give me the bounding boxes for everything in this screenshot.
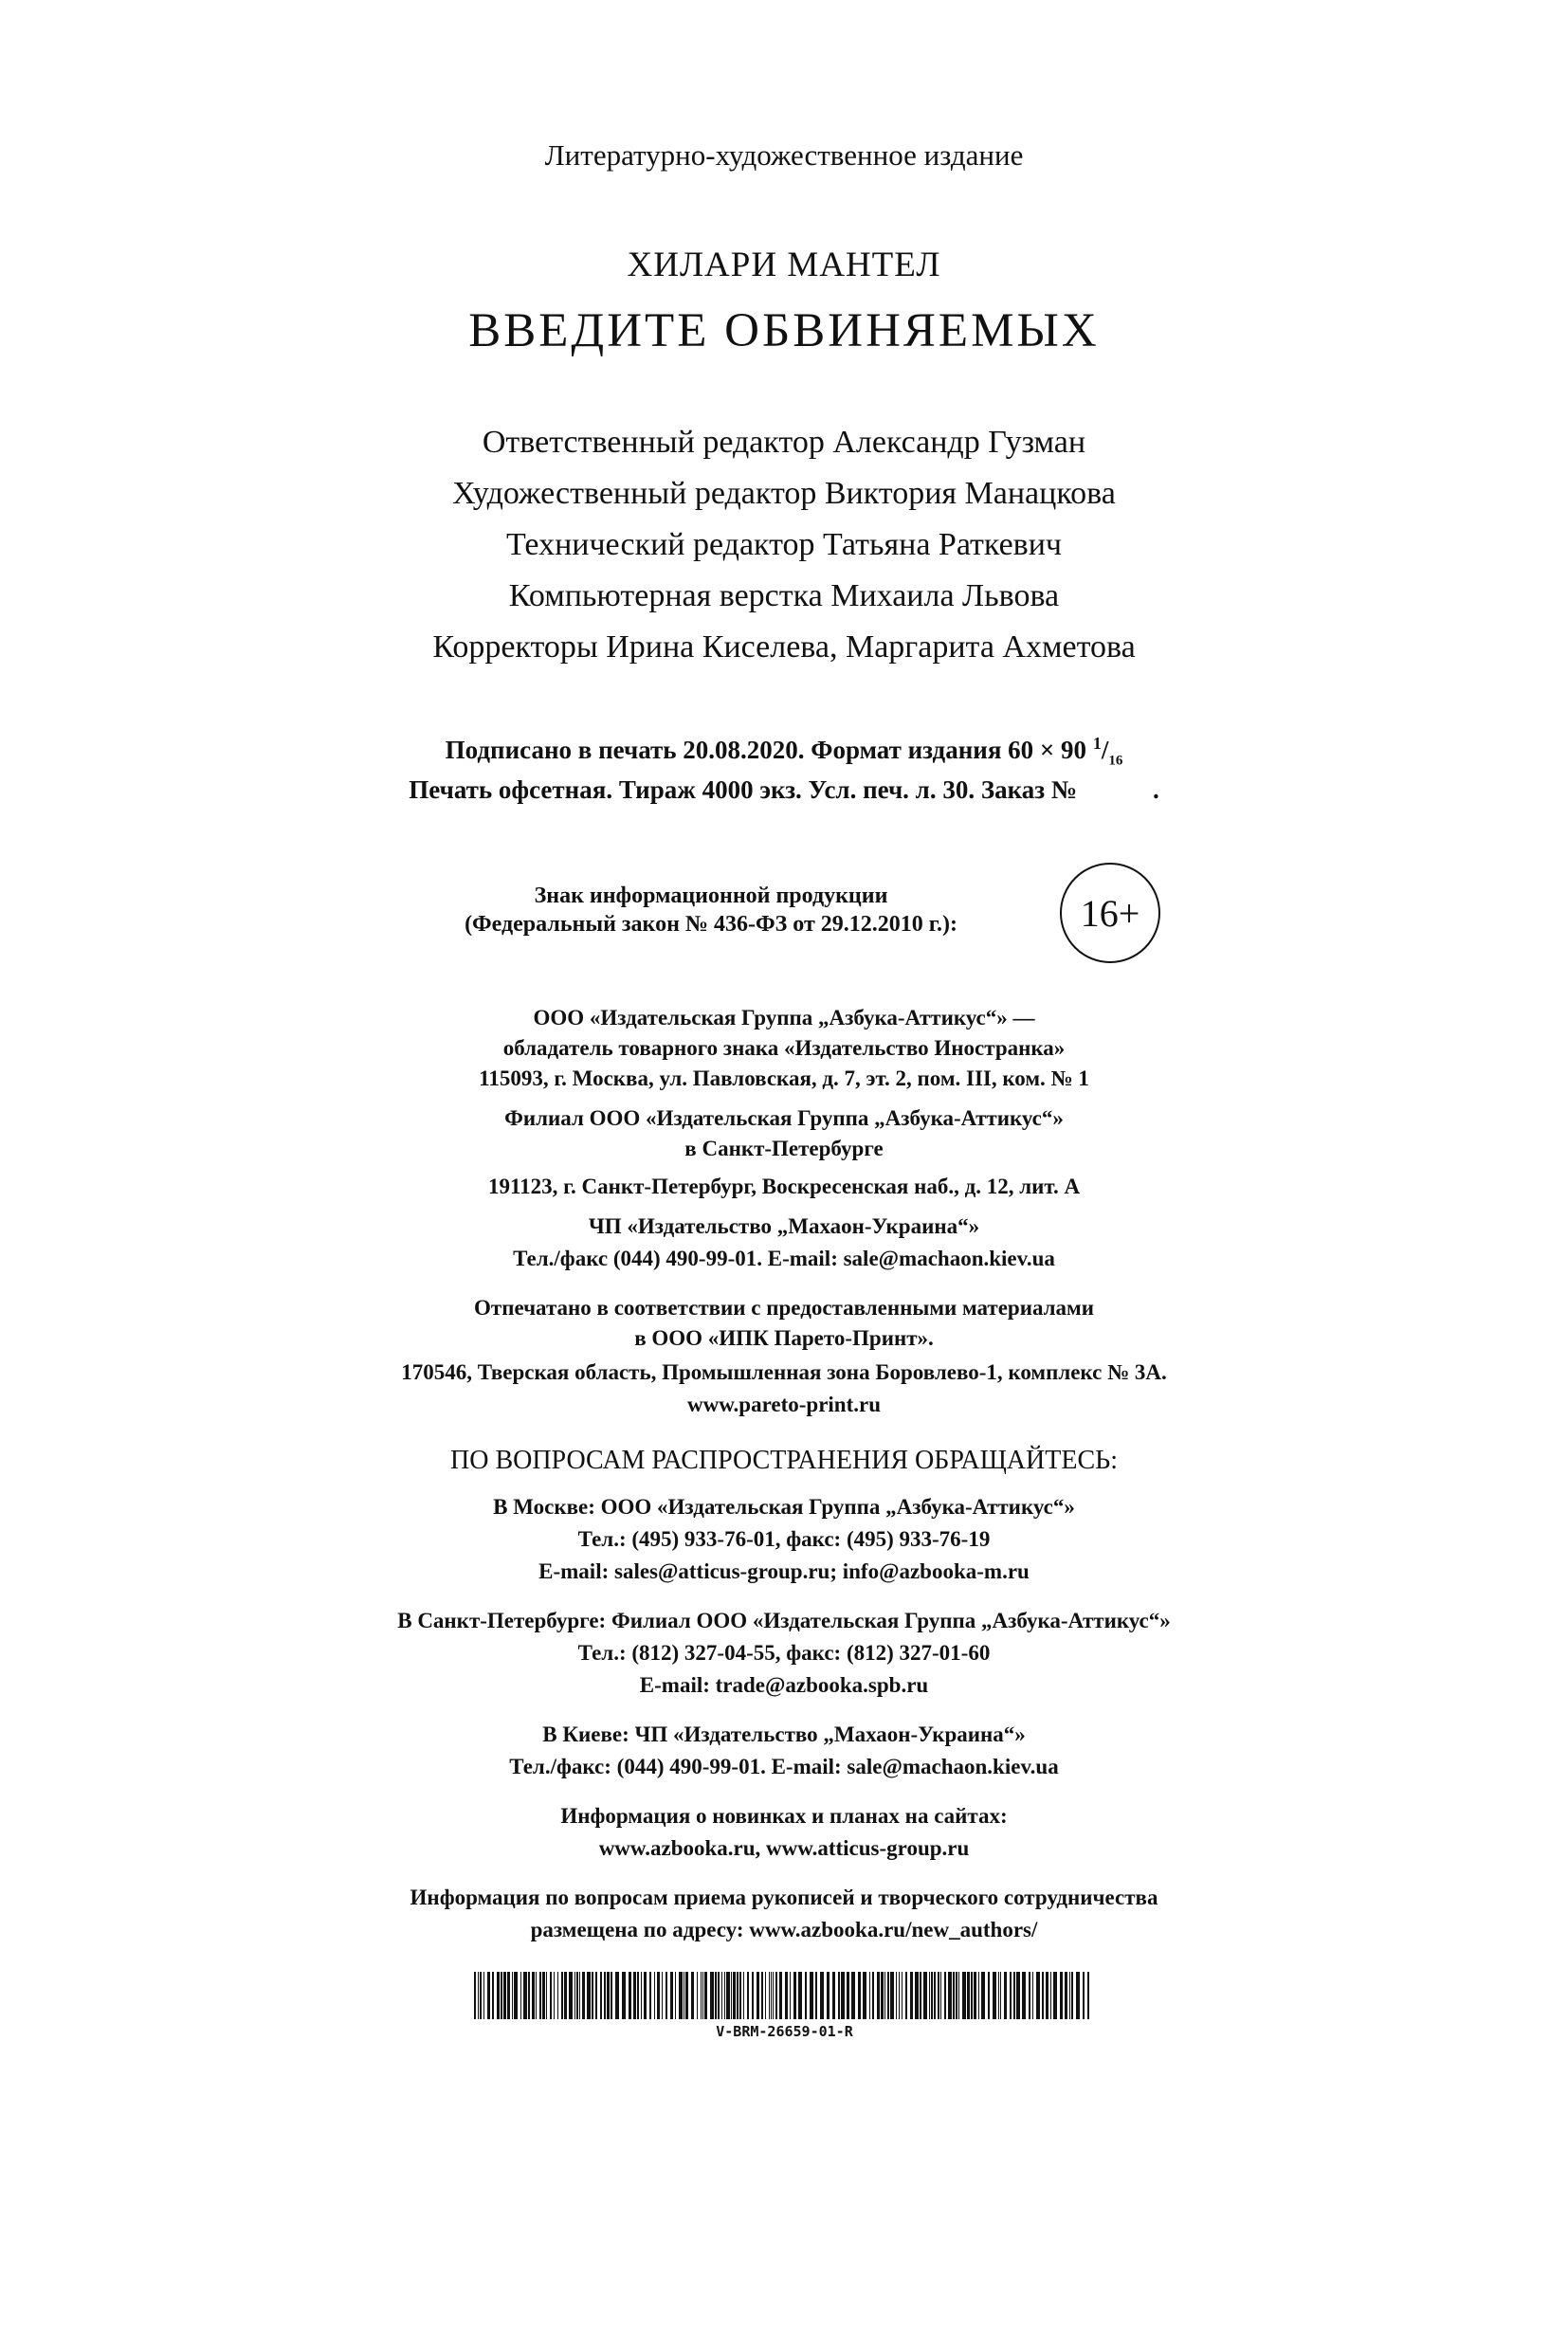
publisher-line: Филиал ООО «Издательская Группа „Азбука-Аттикус“» [504,1106,1064,1130]
publisher-line: Тел./факс (044) 490-99-01. E-mail: sale@machaon.kiev.ua [513,1247,1055,1270]
credit-line: Корректоры Ирина Киселева, Маргарита Ахметова [432,629,1136,665]
distribution-line: Тел./факс: (044) 490-99-01. E-mail: sale@machaon.kiev.ua [509,1755,1059,1778]
manuscript-info-line: Информация по вопросам приема рукописей и творческого сотрудничества [410,1886,1158,1909]
distribution-line: E-mail: trade@azbooka.spb.ru [639,1673,929,1697]
info-mark-text [398,882,1024,939]
publisher-line: ООО «Издательская Группа „Азбука-Аттикус“» — [533,1006,1035,1030]
edition-type: Литературно-художественное издание [544,138,1024,172]
publisher-line: обладатель товарного знака «Издательство Иностранка» [502,1036,1066,1060]
publisher-line: ЧП «Издательство „Махаон-Украина“» [588,1214,980,1238]
website-info-line: www.azbooka.ru, www.atticus-group.ru [598,1836,970,1860]
printer-line: в ООО «ИПК Парето-Принт». [634,1326,934,1350]
distribution-line: В Киеве: ЧП «Издательство „Махаон-Украина“» [542,1722,1026,1746]
info-mark-line: Знак информационной продукции [534,884,888,908]
print-info-text: Печать офсетная. Тираж 4000 экз. Усл. печ. л. 30. Заказ № [409,775,1077,804]
age-rating-badge: 16+ [1060,863,1160,963]
distribution-line: Тел.: (495) 933-76-01, факс: (495) 933-76-19 [577,1527,991,1551]
printer-line: 170546, Тверская область, Промышленная зона Боровлево-1, комплекс № 3А. [401,1360,1167,1384]
barcode-code: V-BRM-26659-01-R [716,2023,853,2040]
print-info-text: Подписано в печать 20.08.2020. Формат издания 60 × 90 [445,736,1093,764]
print-info-line-2 [0,775,1568,805]
website-info-line: Информация о новинках и планах на сайтах: [560,1804,1008,1828]
publisher-line: в Санкт-Петербурге [684,1137,884,1160]
distribution-line: В Санкт-Петербурге: Филиал ООО «Издательская Группа „Азбука-Аттикус“» [397,1609,1171,1632]
credit-line: Ответственный редактор Александр Гузман [482,425,1086,460]
distribution-heading: ПО ВОПРОСАМ РАСПРОСТРАНЕНИЯ ОБРАЩАЙТЕСЬ: [450,1446,1118,1475]
credit-line: Технический редактор Татьяна Раткевич [505,527,1063,562]
credit-line: Художественный редактор Виктория Манацкова [452,476,1116,511]
print-info-line-1: Подписано в печать 20.08.2020. Формат издания 60 × 90 $^1/_{16}$ [445,734,1123,769]
info-mark-law: (Федеральный закон № 436-ФЗ от 29.12.2010 г.): [465,912,957,937]
manuscript-info-line: размещена по адресу: www.azbooka.ru/new_authors/ [530,1918,1038,1941]
publisher-line: 191123, г. Санкт-Петербург, Воскресенская наб., д. 12, лит. А [487,1175,1081,1198]
book-title: ВВЕДИТЕ ОБВИНЯЕМЫХ [468,304,1100,357]
format-fraction-denominator: 16 [1108,753,1123,769]
distribution-line: E-mail: sales@atticus-group.ru; info@azbooka-m.ru [538,1559,1030,1583]
credit-line: Компьютерная верстка Михаила Львова [508,578,1060,613]
publisher-line: 115093, г. Москва, ул. Павловская, д. 7, эт. 2, пом. III, ком. № 1 [479,1066,1089,1090]
print-info-end: . [1152,775,1159,804]
book-author: ХИЛАРИ МАНТЕЛ [627,246,941,284]
barcode [474,1972,1095,2019]
distribution-line: Тел.: (812) 327-04-55, факс: (812) 327-01-60 [577,1641,991,1665]
distribution-line: В Москве: ООО «Издательская Группа „Азбука-Аттикус“» [493,1495,1075,1519]
format-fraction-numerator: 1 [1092,734,1102,753]
printer-line: Отпечатано в соответствии с предоставленными материалами [474,1296,1094,1320]
printer-website: www.pareto-print.ru [686,1393,881,1416]
